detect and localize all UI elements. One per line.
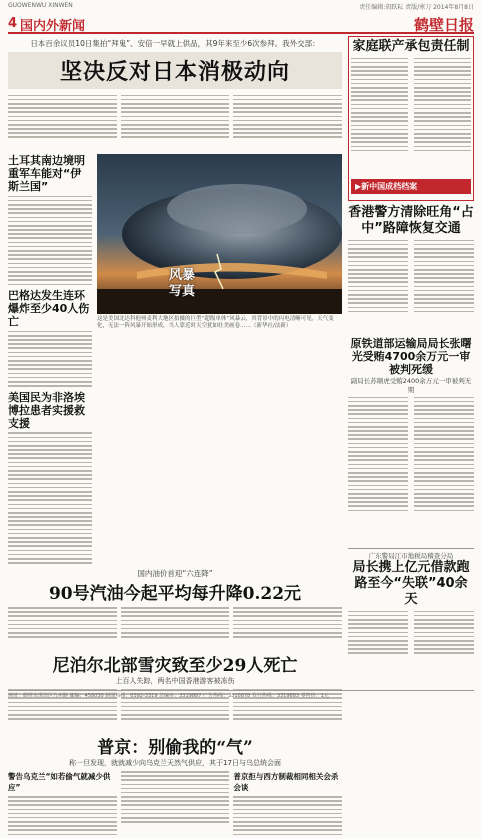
- header-meta: [8, 2, 474, 12]
- right-story-1: [348, 36, 474, 201]
- brief-headline-3: 美国民为非洛埃博拉患者实援救支援: [8, 390, 85, 430]
- right-story-3: [348, 337, 474, 544]
- mid-section: [8, 154, 342, 566]
- putin-subheadline: 称一旦发现，就就减少向乌克兰天然气供应，其于17日与乌总统会面: [69, 759, 281, 768]
- editor-meta: 责任编辑:胡跃耘 责版/寒刀 2014年8月8日: [359, 4, 474, 11]
- page-header: [8, 14, 474, 34]
- lead-headline: 坚决反对日本消极动向: [8, 52, 342, 89]
- right-headline-4: 局长携上亿元借款跑路至今“失联”40余天: [352, 560, 470, 607]
- main-column: [8, 36, 342, 838]
- right-subheadline-3: 副局长苏顺虎受贿2400余万元一审被判无期: [350, 377, 472, 394]
- photo-caption: 这是美国北达科他州麦利大地区拍摄的巨型“超级单体”风暴云，其背景中的闪电清晰可见。天气变化，无法一阵风暴开始形成，当人靠近时天空犹如壮美画卷……（新华社/法新）: [97, 316, 334, 329]
- lead-kicker: 日本百余议员10日集拍“拜鬼”、安倍一早就上供品，其9年来至少6次参拜。我外交部：: [30, 39, 320, 48]
- right-column: [348, 36, 474, 668]
- left-briefs: [8, 154, 92, 566]
- nepal-headline: 尼泊尔北部雪灾致至少29人死亡: [52, 656, 298, 677]
- lead-body: [8, 92, 342, 150]
- right-headline-3: 原铁道部运输局局长张曙光受贿4700余万元一审被判死缓: [350, 337, 472, 376]
- storm-photo: [97, 154, 342, 314]
- storm-cloud-image: [97, 154, 342, 314]
- newspaper-brand: 鹤壁日报: [413, 16, 474, 34]
- putin-story: [8, 733, 342, 838]
- photo-overlay-title: 风暴 写真: [169, 268, 196, 299]
- oil-kicker: 国内油价首迎“六连降”: [137, 569, 213, 579]
- right-headline-2: 香港警方清除旺角“占中”路障恢复交通: [348, 205, 474, 236]
- putin-box-1: 普京拒与西方制裁相同相关会杀会谈: [233, 772, 339, 793]
- brief-headline-2: 巴格达发生连环爆炸至少40人伤亡: [8, 289, 90, 329]
- page-footer: 地址：鹤壁市淇滨区九州路 邮编：458030 新闻热线：0392-3319 总编室：3319887 广告热线：3310878 发行热线：3319883 零售价：1元: [8, 690, 474, 699]
- right-story-4: [348, 548, 474, 668]
- right-kicker-4: 广东警局江市地税局稽查分局: [368, 552, 454, 560]
- putin-headline: 普京：别偷我的“气”: [97, 738, 253, 759]
- right-story-2: [348, 205, 474, 333]
- oil-headline: 90号汽油今起平均每升降0.22元: [48, 584, 302, 605]
- archive-tag: ▶新中国成档档案: [351, 179, 471, 194]
- nepal-subheadline: 上百人失踪，两名中国香港游客被冻伤: [115, 677, 235, 686]
- page-number: 4: [8, 16, 18, 31]
- brief-headline-1: 土耳其南边境明重军车能对“伊斯兰国”: [8, 154, 85, 193]
- center-block: [97, 154, 342, 566]
- paper-english-name: GUOWENWU XINWEN: [8, 2, 73, 9]
- section-title: 国内外新闻: [20, 19, 86, 34]
- right-headline-1: 家庭联产承包责任制: [352, 39, 470, 54]
- putin-box-2: 警告乌克兰“如若偷气就减少供应”: [8, 772, 111, 793]
- oil-story: [8, 568, 342, 648]
